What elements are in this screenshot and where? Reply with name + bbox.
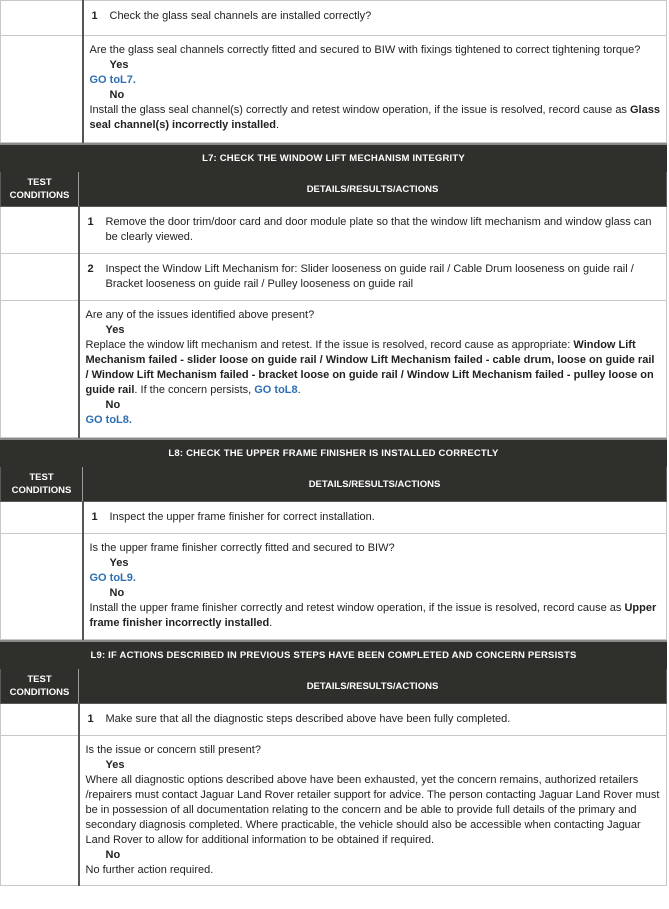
test-conditions-cell — [1, 301, 79, 438]
step-number: 1 — [87, 216, 94, 228]
yes-action-text: Where all diagnostic options described above have been exhausted, yet the concern remains, authorized retailers /repairers must contact Jaguar Land Rover retailer support for advice. The person contacting Jaguar Land Rover must be in possession of all documentation relating to the concern and be able to provide full details of the primary and secondary diagnosis completed. Where practicable, the vehicle should also be accessible when contacting Jaguar Land Rover to allow for additional information to be obtained if required. — [85, 774, 660, 846]
go-to-l8-link[interactable]: GO toL8 — [254, 384, 298, 396]
test-conditions-cell — [1, 207, 79, 254]
test-conditions-cell — [1, 254, 79, 301]
yes-label: Yes — [105, 759, 125, 771]
cause-text: Window Lift Mechanism failed - slider loose on guide rail / Window Lift Mechanism failed - cable drum, loose on guide rail / Window Lift Mechanism failed - bracket loose on guide rail / Window Lift Mechanism failed - pulley loose on guide rail — [85, 339, 655, 396]
question-text: Are the glass seal channels correctly fitted and secured to BIW with fixings tightened to correct tightening torque? — [89, 44, 641, 56]
l7-table — [0, 143, 667, 438]
test-conditions-cell — [1, 534, 83, 640]
step-text: Inspect the Window Lift Mechanism for: Slider looseness on guide rail / Cable Drum looseness on guide rail / Bracket looseness on guide rail / Pulley looseness on guide rail — [105, 263, 634, 290]
yes-label: Yes — [109, 557, 129, 569]
l9-step-1 — [79, 704, 667, 736]
l8-result — [83, 534, 667, 640]
l9-result — [79, 736, 667, 886]
l8-title: L8: CHECK THE UPPER FRAME FINISHER IS INSTALLED CORRECTLY — [1, 439, 667, 467]
test-conditions-cell — [1, 736, 79, 886]
no-action-text: Install the upper frame finisher correctly and retest window operation, if the issue is resolved, record cause as Upper frame finisher incorrectly installed. — [89, 602, 657, 629]
test-conditions-cell — [1, 704, 79, 736]
step-number: 1 — [91, 511, 98, 523]
l9-title: L9: IF ACTIONS DESCRIBED IN PREVIOUS STEPS HAVE BEEN COMPLETED AND CONCERN PERSISTS — [1, 641, 667, 669]
l6-table — [0, 0, 667, 143]
no-label: No — [105, 399, 121, 411]
step-text: Make sure that all the diagnostic steps described above have been fully completed. — [105, 713, 511, 725]
l7-step-1 — [79, 207, 667, 254]
yes-label: Yes — [109, 59, 129, 71]
go-to-l8-link[interactable]: GO toL8. — [85, 414, 132, 426]
no-label: No — [105, 849, 121, 861]
step-number: 1 — [91, 10, 98, 22]
l6-step-1 — [83, 1, 667, 36]
l7-step-2 — [79, 254, 667, 301]
l7-title: L7: CHECK THE WINDOW LIFT MECHANISM INTEGRITY — [1, 144, 667, 172]
test-conditions-cell — [1, 502, 83, 534]
l8-step-1 — [83, 502, 667, 534]
column-header-details: DETAILS/RESULTS/ACTIONS — [79, 669, 667, 704]
step-number: 2 — [87, 263, 94, 275]
step-text: Remove the door trim/door card and door module plate so that the window lift mechanism and window glass can be clearly viewed. — [105, 216, 652, 243]
l6-result — [83, 36, 667, 143]
step-text: Check the glass seal channels are installed correctly? — [109, 10, 372, 22]
cause-text: Upper frame finisher incorrectly installed — [89, 602, 657, 629]
no-action-text: No further action required. — [85, 864, 214, 876]
question-text: Is the issue or concern still present? — [85, 744, 261, 756]
test-conditions-cell — [1, 1, 83, 36]
yes-action-text: Replace the window lift mechanism and retest. If the issue is resolved, record cause as appropriate: Window Lift Mechanism failed - slider loose on guide rail / Window Lift Mechanism failed - cable drum, loose on guide rail / Window Lift Mechanism failed - bracket loose on guide rail / Window Lift Mechanism failed - pulley loose on guide rail. If the concern persists, GO toL8. — [85, 339, 655, 396]
yes-label: Yes — [105, 324, 125, 336]
step-text: Inspect the upper frame finisher for correct installation. — [109, 511, 375, 523]
question-text: Is the upper frame finisher correctly fitted and secured to BIW? — [89, 542, 395, 554]
l9-table — [0, 640, 667, 886]
column-header-details: DETAILS/RESULTS/ACTIONS — [83, 467, 667, 502]
no-label: No — [109, 587, 125, 599]
l8-table — [0, 438, 667, 640]
test-conditions-cell — [1, 36, 83, 143]
step-number: 1 — [87, 713, 94, 725]
column-header-test-conditions: TEST CONDITIONS — [1, 172, 79, 207]
column-header-test-conditions: TEST CONDITIONS — [1, 669, 79, 704]
l7-result — [79, 301, 667, 438]
column-header-details: DETAILS/RESULTS/ACTIONS — [79, 172, 667, 207]
go-to-l9-link[interactable]: GO toL9. — [89, 572, 136, 584]
no-label: No — [109, 89, 125, 101]
question-text: Are any of the issues identified above present? — [85, 309, 315, 321]
column-header-test-conditions: TEST CONDITIONS — [1, 467, 83, 502]
cause-text: Glass seal channel(s) incorrectly installed — [89, 104, 660, 131]
no-action-text: Install the glass seal channel(s) correctly and retest window operation, if the issue is resolved, record cause as Glass seal channel(s) incorrectly installed. — [89, 104, 660, 131]
go-to-l7-link[interactable]: GO toL7. — [89, 74, 136, 86]
